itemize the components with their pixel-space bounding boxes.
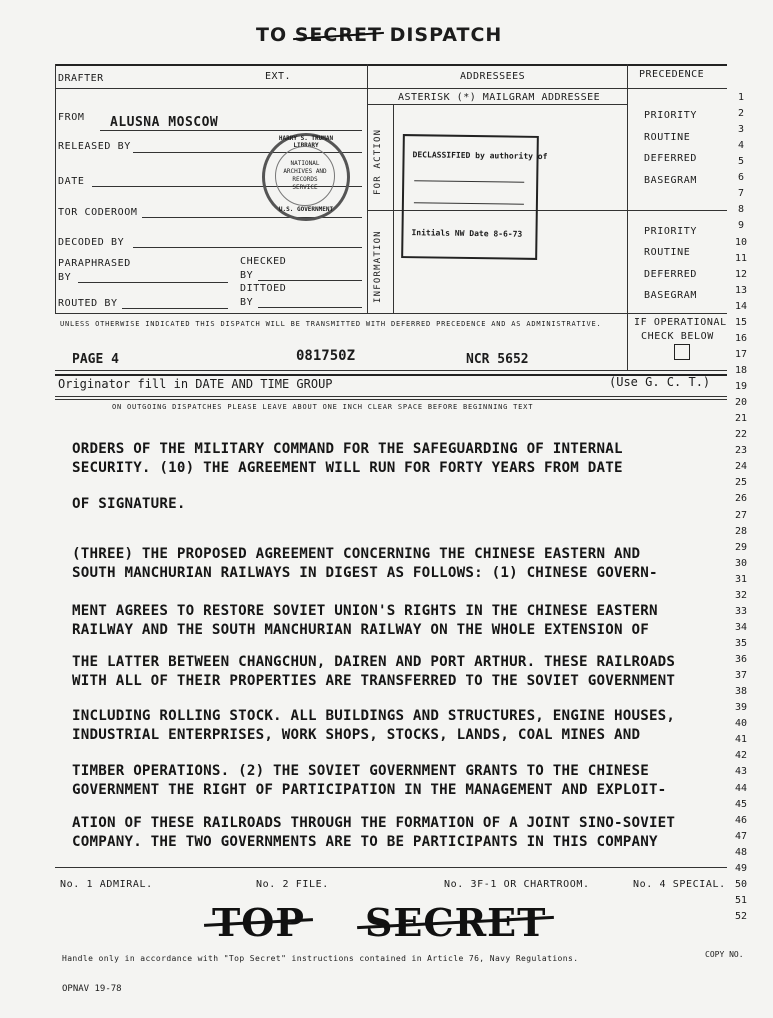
line-number: 7: [737, 188, 745, 200]
line-number: 25: [734, 477, 748, 489]
body-line-6: MENT AGREES TO RESTORE SOVIET UNION'S RIGHTS IN THE CHINESE EASTERN: [72, 603, 658, 619]
line-number: 3: [737, 124, 745, 136]
line-number: 17: [734, 348, 748, 360]
line-number: 51: [734, 894, 748, 906]
distribution-admiral: No. 1 ADMIRAL.: [60, 879, 153, 890]
form-number: OPNAV 19-78: [62, 984, 122, 994]
line-number: 5: [737, 156, 745, 168]
line-number: 42: [734, 750, 748, 762]
declassified-stamp: [401, 134, 548, 260]
originator-note: Originator fill in DATE AND TIME GROUP: [58, 377, 333, 391]
from-underline: [100, 130, 362, 131]
released-by-label: RELEASED BY: [58, 141, 131, 152]
precedence-action-deferred: DEFERRED: [644, 153, 697, 164]
top-secret-word-secret: SECRET: [364, 900, 547, 945]
line-number: 1: [737, 92, 745, 103]
outgoing-note: ON OUTGOING DISPATCHES PLEASE LEAVE ABOUT ONE INCH CLEAR SPACE BEFORE BEGINNING TEXT: [112, 403, 534, 411]
page-row-bottom: [55, 370, 727, 371]
checked-label: CHECKED: [240, 256, 287, 267]
stamp-line-records: RECORDS: [292, 176, 318, 183]
precedence-divider: [627, 64, 628, 370]
stamp-government: U.S. GOVERNMENT: [278, 206, 334, 213]
form-left-border: [55, 64, 56, 313]
body-line-11: INDUSTRIAL ENTERPRISES, WORK SHOPS, STOCKS, LANDS, COAL MINES AND: [72, 727, 641, 743]
line-number: 6: [737, 172, 745, 184]
line-number: 16: [734, 332, 748, 344]
line-number: 9: [737, 220, 745, 232]
paraphrased-by-label: BY: [58, 272, 72, 283]
decoded-by-underline: [133, 247, 362, 248]
body-line-2: SECURITY. (10) THE AGREEMENT WILL RUN FOR FORTY YEARS FROM DATE: [72, 460, 623, 476]
precedence-action-routine: ROUTINE: [644, 132, 691, 143]
paraphrased-by-underline: [78, 282, 228, 283]
precedence-info-basegram: BASEGRAM: [644, 290, 697, 301]
precedence-info-routine: ROUTINE: [644, 247, 691, 258]
line-number: 22: [734, 429, 748, 441]
body-line-8: THE LATTER BETWEEN CHANGCHUN, DAIREN AND PORT ARTHUR. THESE RAILROADS: [72, 654, 676, 670]
line-number: 36: [734, 654, 748, 666]
originator-row-bottom: [55, 396, 727, 397]
date-label: DATE: [58, 176, 85, 187]
line-number: 14: [734, 300, 748, 312]
action-column-divider: [393, 104, 394, 313]
body-line-9: WITH ALL OF THEIR PROPERTIES ARE TRANSFERRED TO THE SOVIET GOVERNMENT: [72, 673, 676, 689]
originator-row-double: [55, 399, 727, 400]
declass-line-2: [414, 202, 524, 205]
body-line-15: COMPANY. THE TWO GOVERNMENTS ARE TO BE PARTICIPANTS IN THIS COMPANY: [72, 834, 658, 850]
title-struck-word: SECRET: [294, 24, 382, 46]
transmit-note: UNLESS OTHERWISE INDICATED THIS DISPATCH WILL BE TRANSMITTED WITH DEFERRED PRECEDENCE AND AS ADMINISTRATIVE.: [60, 320, 602, 328]
line-number: 43: [734, 766, 748, 778]
line-number: 32: [734, 589, 748, 601]
line-number: 49: [734, 862, 748, 874]
body-line-7: RAILWAY AND THE SOUTH MANCHURIAN RAILWAY ON THE WHOLE EXTENSION OF: [72, 622, 649, 638]
body-line-14: ATION OF THESE RAILROADS THROUGH THE FORMATION OF A JOINT SINO-SOVIET: [72, 815, 676, 831]
line-number: 10: [734, 236, 748, 248]
line-number: 47: [734, 830, 748, 842]
line-number: 34: [734, 621, 748, 633]
decoded-by-label: DECODED BY: [58, 237, 125, 248]
page-number: PAGE 4: [72, 352, 119, 367]
tor-coderoom-underline: [142, 217, 362, 218]
line-number: 44: [734, 782, 748, 794]
precedence-action-basegram: BASEGRAM: [644, 175, 697, 186]
tor-coderoom-label: TOR CODEROOM: [58, 207, 138, 218]
copy-number-label: COPY NO.: [705, 950, 744, 959]
line-number: 41: [734, 734, 748, 746]
paraphrased-label: PARAPHRASED: [58, 258, 131, 269]
stamp-inner-ring: [275, 146, 335, 206]
body-line-13: GOVERNMENT THE RIGHT OF PARTICIPATION IN THE MANAGEMENT AND EXPLOIT-: [72, 782, 667, 798]
line-number: 13: [734, 284, 748, 296]
information-label: INFORMATION: [373, 230, 383, 303]
line-number: 2: [737, 108, 745, 120]
line-number: 45: [734, 798, 748, 810]
ext-label: EXT.: [265, 71, 292, 82]
line-number: 48: [734, 846, 748, 858]
check-below-label: CHECK BELOW: [641, 331, 714, 342]
date-time-group: 081750Z: [296, 348, 356, 364]
line-number: 35: [734, 638, 748, 649]
distribution-file: No. 2 FILE.: [256, 879, 329, 890]
routed-by-underline: [122, 308, 228, 309]
from-value: ALUSNA MOSCOW: [110, 115, 219, 130]
top-secret-banner: [212, 900, 546, 945]
asterisk-note: ASTERISK (*) MAILGRAM ADDRESSEE: [398, 92, 601, 103]
line-number: 23: [734, 445, 748, 457]
line-number: 39: [734, 702, 748, 714]
body-line-3: OF SIGNATURE.: [72, 496, 186, 512]
title-main: DISPATCH: [389, 24, 503, 46]
for-action-label: FOR ACTION: [373, 128, 383, 195]
line-number: 11: [734, 252, 748, 264]
body-line-5: SOUTH MANCHURIAN RAILWAYS IN DIGEST AS FOLLOWS: (1) CHINESE GOVERN-: [72, 565, 658, 581]
line-number: 24: [734, 461, 748, 473]
checked-by-label: BY: [240, 270, 254, 281]
line-number: 31: [734, 573, 748, 585]
line-number: 15: [734, 316, 748, 328]
line-number: 30: [734, 557, 748, 569]
declass-line-1: [414, 180, 524, 183]
stamp-line-service: SERVICE: [292, 184, 318, 191]
declass-title: DECLASSIFIED by authority of: [412, 150, 548, 162]
precedence-action-priority: PRIORITY: [644, 110, 697, 121]
dispatch-title: [256, 24, 502, 46]
stamp-line-archives: ARCHIVES AND: [283, 168, 327, 175]
line-number: 40: [734, 718, 748, 730]
routed-by-label: ROUTED BY: [58, 298, 118, 309]
line-number: 12: [734, 268, 748, 280]
line-number: 29: [734, 541, 748, 553]
line-number: 4: [737, 140, 745, 152]
line-number: 21: [734, 413, 748, 425]
body-line-4: (THREE) THE PROPOSED AGREEMENT CONCERNING THE CHINESE EASTERN AND: [72, 546, 641, 562]
operational-label: IF OPERATIONAL: [634, 317, 727, 328]
declass-initials: Initials NW Date 8-6-73: [411, 228, 523, 239]
line-number: 8: [737, 204, 745, 216]
line-number: 19: [734, 381, 748, 393]
distribution-chartroom: No. 3F-1 OR CHARTROOM.: [444, 879, 590, 890]
precedence-info-deferred: DEFERRED: [644, 269, 697, 280]
top-secret-word-top: TOP: [212, 900, 305, 945]
line-number: 50: [734, 878, 748, 890]
body-line-1: ORDERS OF THE MILITARY COMMAND FOR THE SAFEGUARDING OF INTERNAL: [72, 441, 623, 457]
stamp-line-national: NATIONAL: [290, 160, 320, 167]
handling-note: Handle only in accordance with "Top Secret" instructions contained in Article 76, Navy Regulations.: [62, 954, 579, 963]
gct-note: (Use G. C. T.): [609, 375, 711, 389]
stamp-library-name: HARRY S. TRUMAN LIBRARY: [278, 135, 334, 149]
line-number: 28: [734, 525, 748, 537]
from-label: FROM: [58, 112, 85, 123]
form-middle-divider: [367, 64, 368, 313]
precedence-label: PRECEDENCE: [639, 69, 705, 80]
line-number: 52: [734, 911, 748, 922]
dittoed-by-underline: [258, 307, 362, 308]
line-number: 27: [734, 509, 748, 521]
distribution-top-line: [55, 867, 727, 868]
dittoed-label: DITTOED: [240, 283, 287, 294]
line-number: 37: [734, 670, 748, 682]
truman-library-stamp: [262, 133, 350, 221]
operational-checkbox[interactable]: [674, 344, 690, 360]
line-number: 46: [734, 814, 748, 826]
checked-by-underline: [258, 280, 362, 281]
drafter-label: DRAFTER: [58, 73, 104, 84]
asterisk-divider: [367, 104, 627, 105]
title-prefix: TO: [256, 24, 288, 46]
dittoed-by-label: BY: [240, 297, 254, 308]
line-number: 26: [734, 493, 748, 505]
line-number: 38: [734, 686, 748, 698]
body-line-10: INCLUDING ROLLING STOCK. ALL BUILDINGS AND STRUCTURES, ENGINE HOUSES,: [72, 708, 676, 724]
ncr-number: NCR 5652: [466, 352, 529, 367]
addressees-label: ADDRESSEES: [460, 71, 526, 82]
precedence-info-priority: PRIORITY: [644, 226, 697, 237]
body-line-12: TIMBER OPERATIONS. (2) THE SOVIET GOVERNMENT GRANTS TO THE CHINESE: [72, 763, 649, 779]
line-number: 33: [734, 605, 748, 617]
line-number: 18: [734, 365, 748, 376]
distribution-special: No. 4 SPECIAL.: [633, 879, 726, 890]
line-number: 20: [734, 397, 748, 409]
